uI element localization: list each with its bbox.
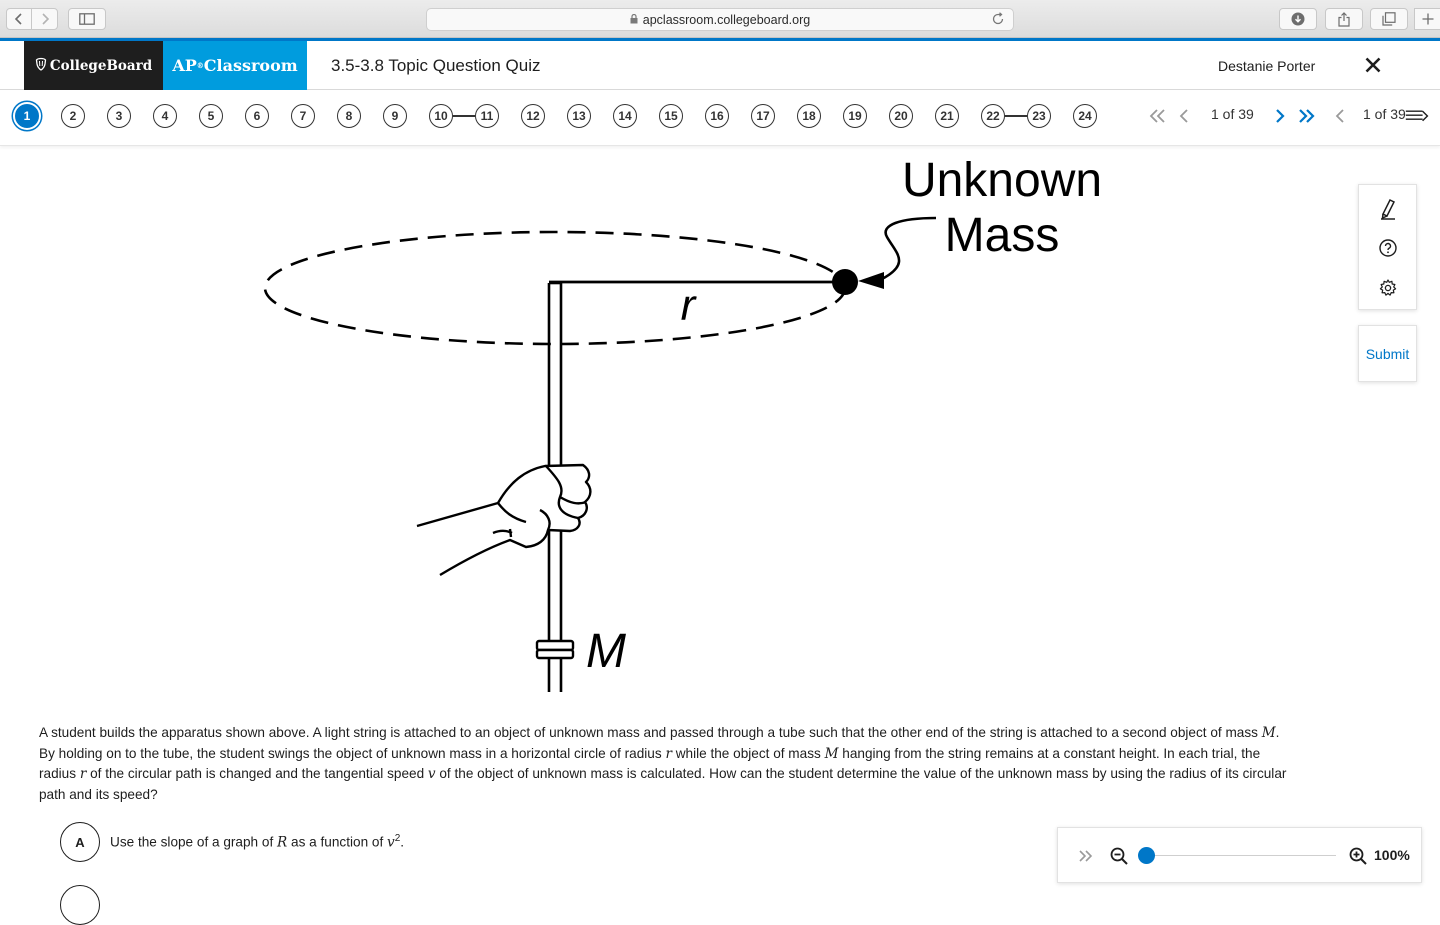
radius-label: r (680, 281, 696, 330)
option-b-button[interactable] (60, 885, 100, 925)
stem-line-1: A student builds the apparatus shown above. A light string is attached to an object of unknown mass and passed through a tube such that the other end of the string is attached to a second object of mass M. (39, 725, 1280, 741)
question-22-button[interactable]: 22 (981, 104, 1005, 128)
previous-page-icon[interactable] (1172, 104, 1196, 128)
ap-text: AP (172, 56, 197, 75)
page-indicator-secondary: 1 of 39 (1363, 106, 1406, 122)
variable-r: r (79, 766, 87, 782)
label-arrowhead (858, 272, 884, 289)
question-11-button[interactable]: 11 (475, 104, 499, 128)
question-23-button[interactable]: 23 (1027, 104, 1051, 128)
zoom-out-icon[interactable] (1107, 844, 1131, 868)
lock-icon (630, 13, 638, 27)
registered-mark: ® (196, 61, 204, 70)
browser-toolbar (0, 0, 1440, 38)
tabs-overview-icon[interactable] (1370, 8, 1408, 30)
help-icon[interactable] (1376, 236, 1400, 260)
next-page-icon[interactable] (1268, 104, 1292, 128)
variable-v: v (427, 766, 436, 782)
option-a-button[interactable] (60, 822, 100, 862)
brand-text: CollegeBoard (49, 57, 153, 74)
question-24-button[interactable]: 24 (1073, 104, 1097, 128)
option-a-text[interactable]: Use the slope of a graph of R as a function of $v^2$. (110, 833, 405, 851)
question-group-connector (1005, 115, 1027, 117)
page-indicator: 1 of 39 (1211, 106, 1254, 122)
close-button[interactable] (1362, 54, 1384, 76)
stem-line-3: radius r of the circular path is changed and the tangential speed v of the object of unknown mass is calculated. How can the student determine the value of the unknown mass by using the radius of its circular (39, 766, 1287, 782)
ap-classroom-logo[interactable] (163, 41, 307, 90)
variable-v: v (387, 834, 395, 851)
app-header (0, 41, 1440, 90)
question-21-button[interactable]: 21 (935, 104, 959, 128)
question-navigation (0, 90, 1440, 146)
close-icon (1365, 57, 1381, 73)
question-14-button[interactable]: 14 (613, 104, 637, 128)
question-1-button[interactable]: 1 (15, 104, 39, 128)
variable-R: R (277, 834, 288, 851)
first-page-icon[interactable] (1146, 104, 1170, 128)
reload-icon[interactable] (991, 12, 1005, 29)
question-12-button[interactable]: 12 (521, 104, 545, 128)
option-a-letter: A (75, 834, 85, 850)
question-7-button[interactable]: 7 (291, 104, 315, 128)
unknown-mass-ball (832, 269, 858, 295)
variable-M: M (1261, 725, 1276, 741)
question-20-button[interactable]: 20 (889, 104, 913, 128)
browser-nav-buttons (6, 8, 58, 30)
question-5-button[interactable]: 5 (199, 104, 223, 128)
question-6-button[interactable]: 6 (245, 104, 269, 128)
downloads-icon[interactable] (1279, 8, 1317, 30)
question-10-button[interactable]: 10 (429, 104, 453, 128)
question-16-button[interactable]: 16 (705, 104, 729, 128)
zoom-slider-track[interactable] (1146, 855, 1336, 856)
variable-M: M (824, 745, 839, 762)
question-4-button[interactable]: 4 (153, 104, 177, 128)
last-page-icon[interactable] (1294, 104, 1318, 128)
classroom-text: Classroom (203, 56, 298, 75)
question-2-button[interactable]: 2 (61, 104, 85, 128)
question-3-button[interactable]: 3 (107, 104, 131, 128)
submit-label: Submit (1365, 345, 1410, 362)
settings-gear-icon[interactable] (1376, 276, 1400, 300)
submit-button[interactable] (1358, 325, 1417, 382)
collapse-zoom-icon[interactable] (1074, 844, 1098, 868)
user-name[interactable]: Destanie Porter (1218, 58, 1316, 74)
mass-label: Mass (944, 209, 1060, 262)
question-stem (39, 723, 1339, 805)
quiz-title: 3.5-3.8 Topic Question Quiz (331, 56, 541, 75)
question-8-button[interactable]: 8 (337, 104, 361, 128)
annotate-pencil-icon[interactable] (1376, 197, 1400, 221)
label-arrow (880, 218, 936, 280)
question-9-button[interactable]: 9 (383, 104, 407, 128)
share-icon[interactable] (1325, 8, 1363, 30)
zoom-level: 100% (1374, 847, 1410, 863)
question-15-button[interactable]: 15 (659, 104, 683, 128)
variable-r: r (665, 745, 672, 762)
collegeboard-logo[interactable] (24, 41, 163, 90)
hand-illustration (417, 465, 590, 575)
stem-line-2: By holding on to the tube, the student swings the object of unknown mass in a horizontal circle of radius r while the object of mass M hanging from the string remains at a constant height. In each trial, the (39, 745, 1261, 762)
question-17-button[interactable]: 17 (751, 104, 775, 128)
unknown-label: Unknown (901, 154, 1103, 207)
hanging-weight (537, 641, 573, 658)
address-bar[interactable] (426, 8, 1014, 31)
orbit-path (265, 232, 845, 344)
browser-forward-icon[interactable] (32, 9, 57, 29)
zoom-slider-handle[interactable] (1138, 847, 1155, 864)
browser-back-icon[interactable] (7, 9, 32, 29)
question-group-connector (453, 115, 475, 117)
new-tab-icon[interactable] (1414, 8, 1440, 30)
question-13-button[interactable]: 13 (567, 104, 591, 128)
previous-question-icon[interactable] (1328, 104, 1352, 128)
side-toolbar (1358, 184, 1417, 310)
zoom-control (1057, 827, 1422, 883)
sidebar-toggle-icon[interactable] (68, 8, 106, 30)
apparatus-diagram (240, 150, 1140, 700)
zoom-in-icon[interactable] (1346, 844, 1370, 868)
question-18-button[interactable]: 18 (797, 104, 821, 128)
question-19-button[interactable]: 19 (843, 104, 867, 128)
menu-icon[interactable] (1405, 104, 1429, 128)
url-text: apclassroom.collegeboard.org (642, 12, 811, 27)
acorn-icon (35, 57, 47, 75)
stem-line-4: path and its speed? (39, 786, 158, 802)
hanging-mass-label: M (586, 625, 626, 678)
